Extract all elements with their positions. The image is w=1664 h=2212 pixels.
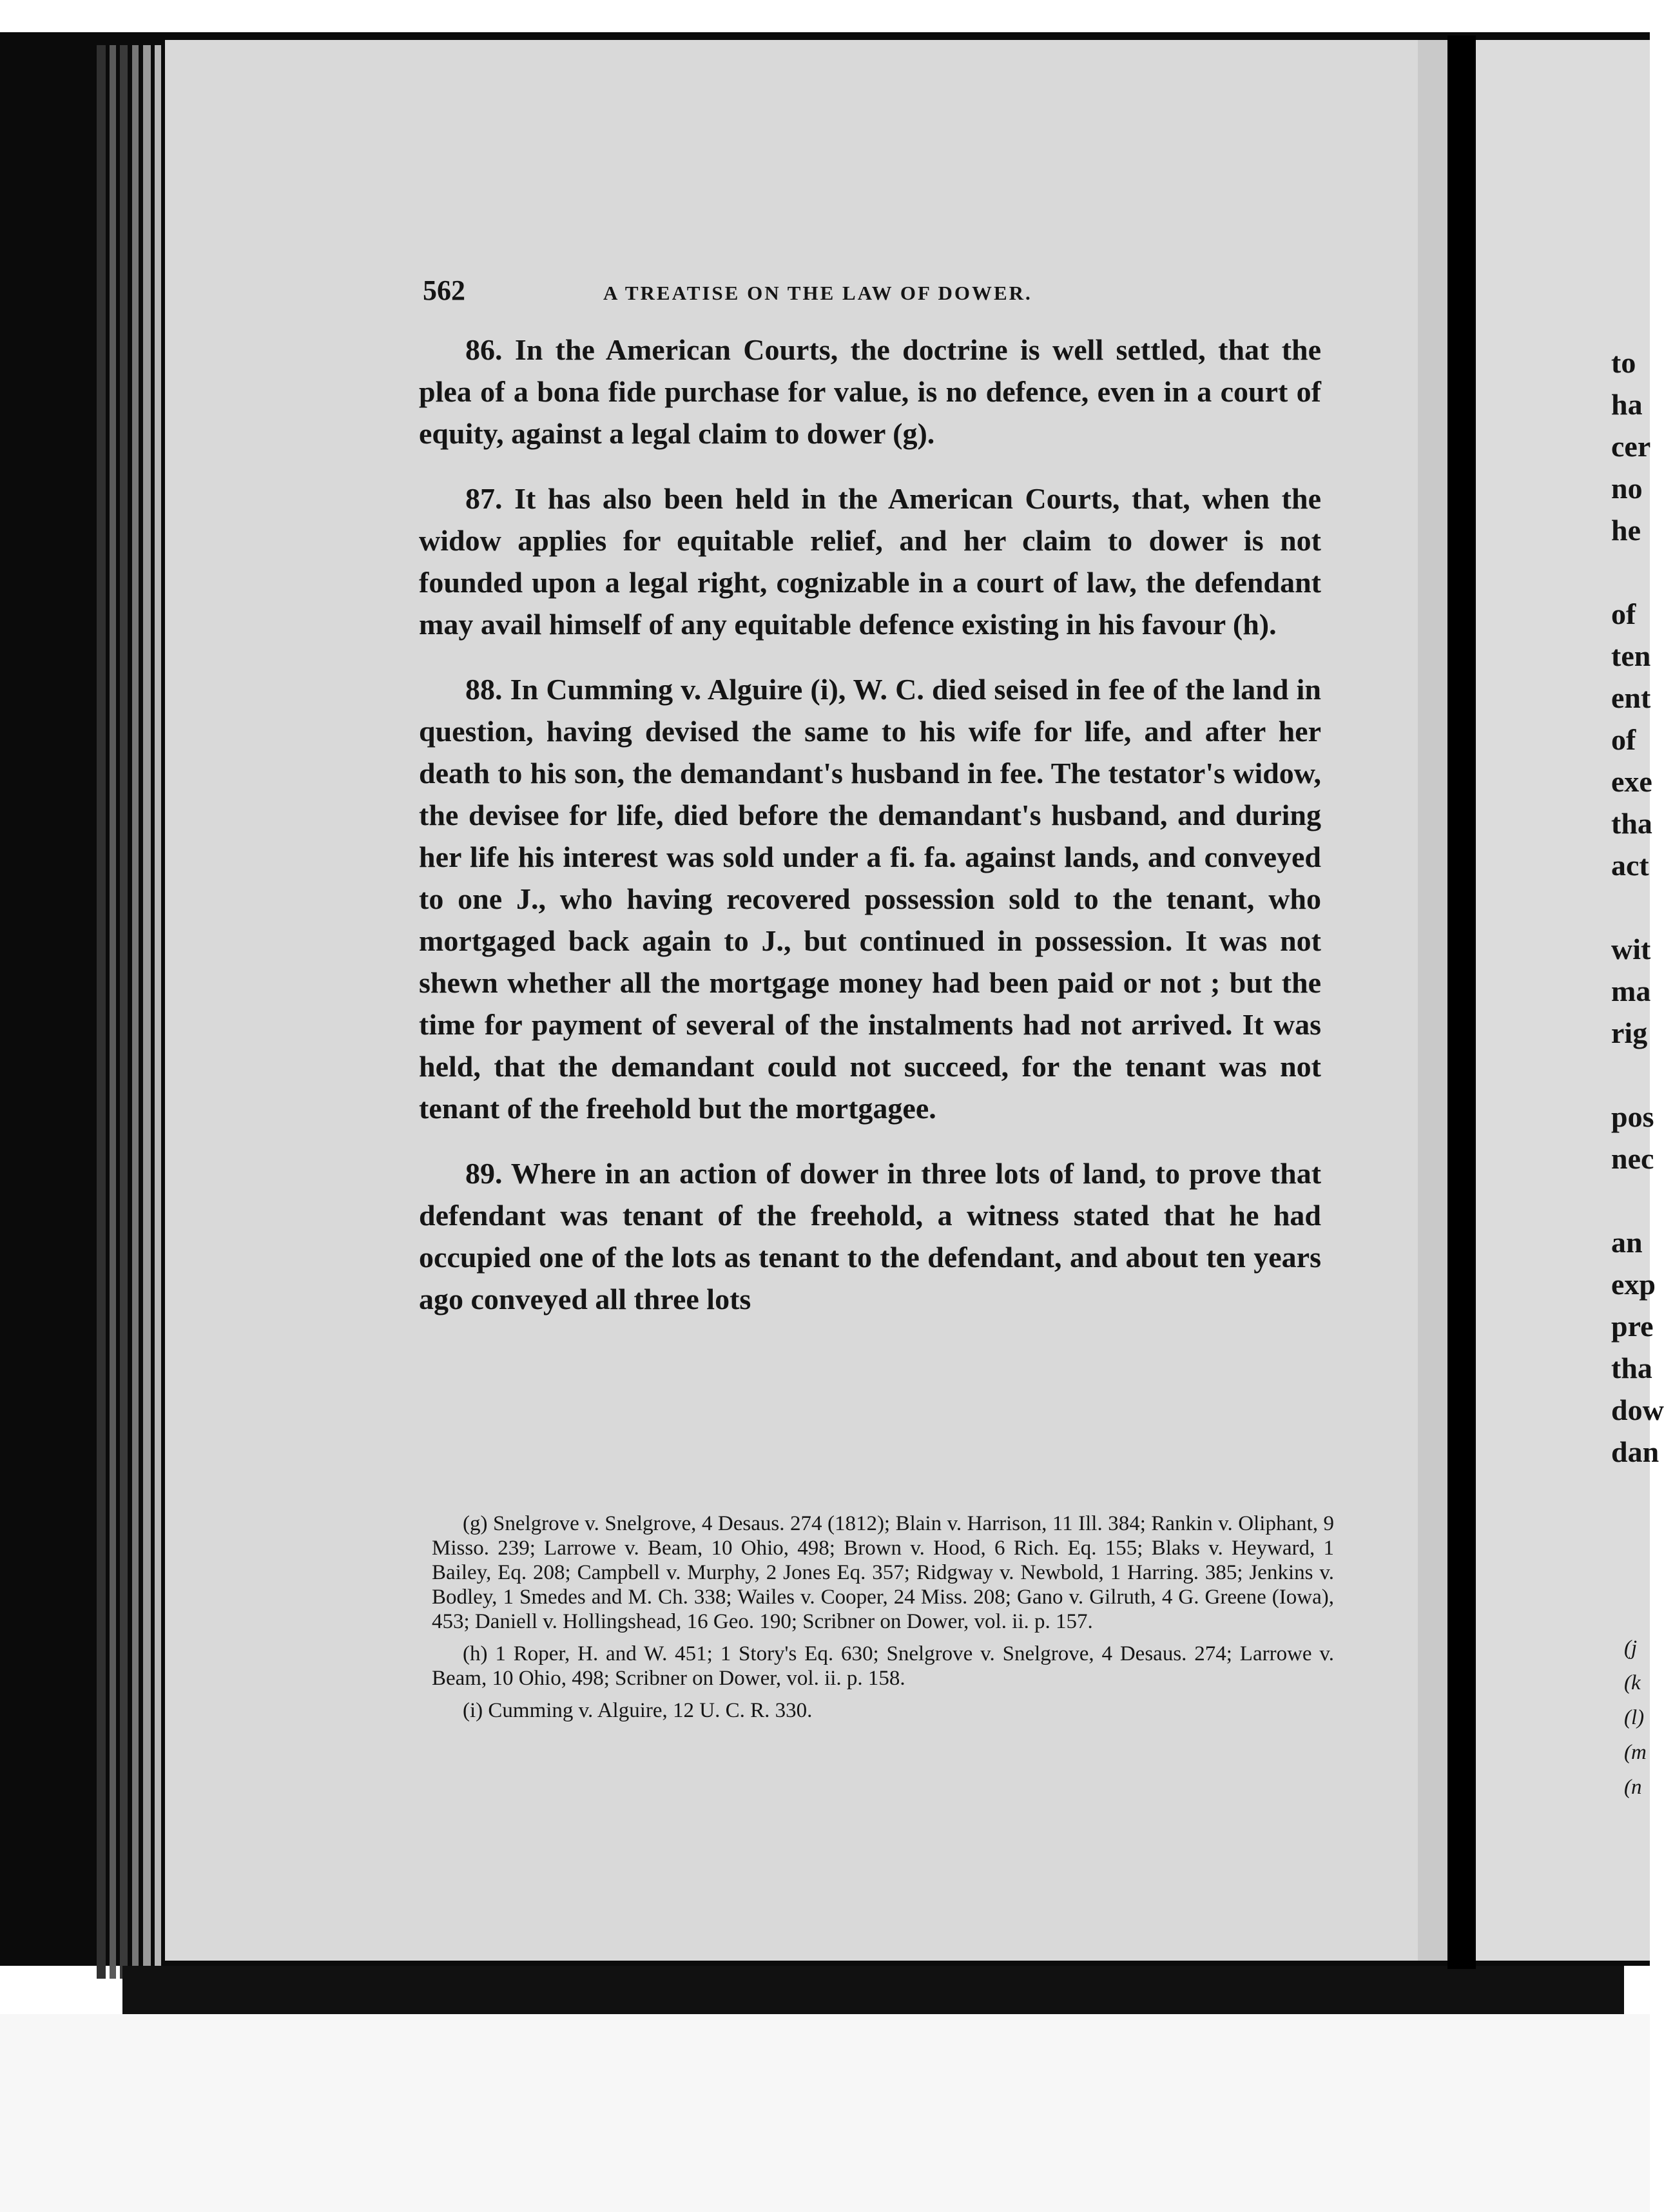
facing-line: cer [1611, 430, 1651, 463]
page-edge-shade [1418, 40, 1447, 1961]
footnote-mark: (i) [463, 1699, 483, 1722]
footnote-text: 1 Roper, H. and W. 451; 1 Story's Eq. 630; Snelgrove v. Snelgrove, 4 Desaus. 274; Larrowe v. Beam, 10 Ohio, 498; Scribner on Dower, vol. ii. p. 158. [432, 1642, 1335, 1690]
facing-line: he [1611, 514, 1641, 547]
facing-line: exp [1611, 1268, 1656, 1301]
running-title: A TREATISE ON THE LAW OF DOWER. [603, 282, 1032, 304]
facing-line: exe [1611, 765, 1652, 798]
paragraph-text: Where in an action of dower in three lots of land, to prove that defendant was tenant of the freehold, a witness stated that he had occupied one of the lots as tenant to the defendant, and about ten years ago conveyed all three lots [419, 1157, 1322, 1315]
scan-bottom-shadow [122, 1966, 1624, 2014]
book-edge [110, 45, 116, 1979]
footnote-text: Snelgrove v. Snelgrove, 4 Desaus. 274 (1812); Blain v. Harrison, 11 Ill. 384; Rankin v. Oliphant, 9 Misso. 239; Larrowe v. Beam, 10 Ohio, 498; Brown v. Hood, 6 Rich. Eq. 155; Blaks v. Heyward, 1 Bailey, Eq. 208; Campbell v. Murphy, 2 Jones Eq. 357; Ridgway v. Newbold, 1 Harring. 385; Jenkins v. Bodley, 1 Smedes and M. Ch. 338; Wailes v. Cooper, 24 Miss. 208; Gano v. Gilruth, 4 G. Greene (Iowa), 453; Daniell v. Hollingshead, 16 Geo. 190; Scribner on Dower, vol. ii. p. 157. [432, 1512, 1335, 1633]
facing-footnote-mark: (l) [1624, 1706, 1645, 1729]
paragraph [419, 1152, 1321, 1320]
facing-line: act [1611, 849, 1649, 882]
facing-line [1611, 551, 1650, 593]
paragraph-text: In the American Courts, the doctrine is well settled, that the plea of a bona fide purchase for value, is no defence, even in a court of equity, against a legal claim to dower (g). [419, 333, 1322, 450]
facing-line: to [1611, 346, 1636, 379]
page-number: 562 [423, 275, 465, 306]
footnote-text: Cumming v. Alguire, 12 U. C. R. 330. [488, 1699, 813, 1722]
facing-line [1611, 1054, 1650, 1096]
footnote-mark: (h) [463, 1642, 488, 1665]
body-text [419, 329, 1321, 1343]
paragraph-number: 86. [465, 333, 503, 366]
facing-line: no [1611, 472, 1643, 505]
paragraph-text: In Cumming v. Alguire (i), W. C. died seised in fee of the land in question, having devised the same to his wife for life, and after her death to his son, the demandant's husband in fee. The testator's widow, the devisee for life, died before the demandant's husband, and during her life his interest was sold under a fi. fa. against lands, and conveyed to one J., who having recovered possession sold to the tenant, who mortgaged back again to J., but continued in possession. It was not shewn whether all the mortgage money had been paid or not ; but the time for payment of several of the instalments had not arrived. It was held, that the demandant could not succeed, for the tenant was not tenant of the freehold but the mortgagee. [419, 673, 1321, 1125]
running-head [423, 274, 1331, 310]
facing-line: wit [1611, 933, 1651, 965]
facing-footnote-mark: (n [1624, 1776, 1642, 1799]
paragraph-number: 87. [465, 482, 503, 515]
facing-line: dow [1611, 1393, 1664, 1426]
scan-bottom-margin [0, 2014, 1650, 2212]
facing-page-text [1611, 342, 1664, 1473]
facing-line: tha [1611, 1352, 1652, 1384]
facing-line: rig [1611, 1016, 1648, 1049]
facing-line [1611, 886, 1650, 928]
facing-line [1611, 1179, 1650, 1221]
book-edge [132, 45, 139, 1979]
paragraph-number: 89. [465, 1157, 503, 1190]
facing-line: of [1611, 723, 1636, 756]
footnote-mark: (g) [463, 1512, 488, 1535]
page-gutter [1447, 35, 1476, 1969]
book-edge [120, 45, 128, 1979]
book-edge [97, 45, 106, 1979]
facing-footnote-mark: (j [1624, 1636, 1638, 1660]
facing-line: ma [1611, 975, 1651, 1007]
paragraph [419, 668, 1321, 1129]
facing-line: of [1611, 597, 1636, 630]
facing-line: pos [1611, 1100, 1654, 1133]
facing-line: ent [1611, 681, 1651, 714]
footnote [432, 1511, 1334, 1634]
facing-line: ha [1611, 388, 1643, 421]
facing-line: an [1611, 1226, 1643, 1259]
facing-line: pre [1611, 1310, 1654, 1343]
facing-line: ten [1611, 639, 1651, 672]
footnote [432, 1642, 1334, 1691]
facing-line: dan [1611, 1435, 1659, 1468]
paragraph [419, 329, 1321, 454]
facing-footnote-mark: (m [1624, 1741, 1647, 1764]
facing-page-footnotes [1624, 1631, 1650, 1805]
paragraph-number: 88. [465, 673, 503, 706]
facing-line: nec [1611, 1142, 1654, 1175]
facing-line: tha [1611, 807, 1652, 840]
footnotes [432, 1511, 1334, 1731]
book-edge [143, 45, 151, 1979]
paragraph-text: It has also been held in the American Courts, that, when the widow applies for equitable relief, and her claim to dower is not founded upon a legal right, cognizable in a court of law, the defendant may avail himself of any equitable defence existing in his favour (h). [419, 482, 1322, 641]
book-edge [155, 45, 161, 1979]
facing-footnote-mark: (k [1624, 1671, 1641, 1694]
paragraph [419, 478, 1321, 645]
footnote [432, 1698, 1334, 1723]
